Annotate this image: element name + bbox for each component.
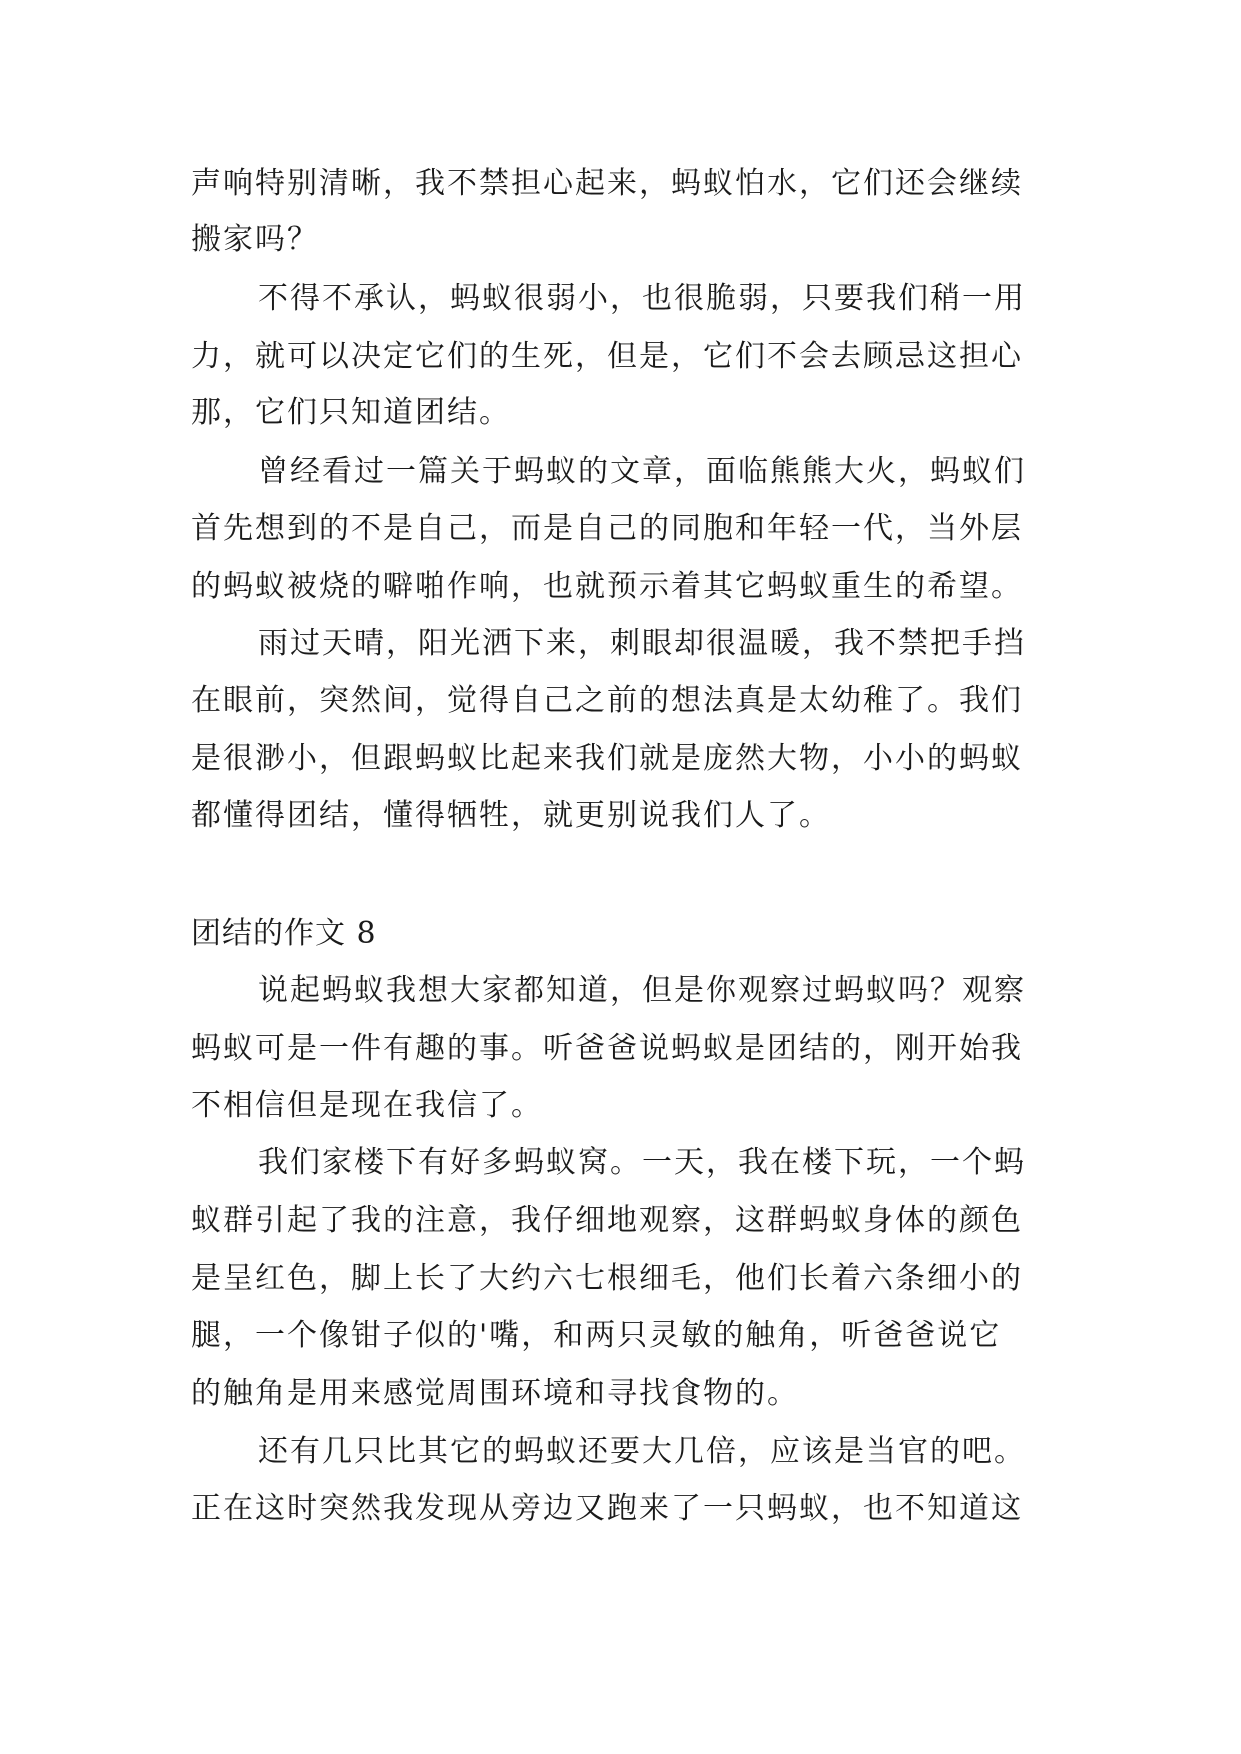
text-line: 的蚂蚁被烧的噼啪作响，也就预示着其它蚂蚁重生的希望。 <box>191 569 1023 604</box>
paragraph-first-line: 说起蚂蚁我想大家都知道，但是你观察过蚂蚁吗？观察 <box>258 973 1026 1008</box>
text-line: 是呈红色，脚上长了大约六七根细毛，他们长着六条细小的 <box>191 1261 1023 1296</box>
section-heading: 团结的作文 8 <box>191 916 377 951</box>
text-line: 蚁群引起了我的注意，我仔细地观察，这群蚂蚁身体的颜色 <box>191 1203 1023 1238</box>
text-line: 都懂得团结，懂得牺牲，就更别说我们人了。 <box>191 798 831 833</box>
text-line: 首先想到的不是自己，而是自己的同胞和年轻一代，当外层 <box>191 511 1023 546</box>
text-line: 那，它们只知道团结。 <box>191 395 511 430</box>
text-line: 在眼前，突然间，觉得自己之前的想法真是太幼稚了。我们 <box>191 683 1023 718</box>
text-line: 蚂蚁可是一件有趣的事。听爸爸说蚂蚁是团结的，刚开始我 <box>191 1031 1023 1066</box>
text-line: 不相信但是现在我信了。 <box>191 1088 543 1123</box>
text-line: 搬家吗？ <box>191 222 319 257</box>
text-line: 的触角是用来感觉周围环境和寻找食物的。 <box>191 1376 799 1411</box>
text-line: 力，就可以决定它们的生死，但是，它们不会去顾忌这担心 <box>191 339 1023 374</box>
text-line: 正在这时突然我发现从旁边又跑来了一只蚂蚁，也不知道这 <box>191 1491 1023 1526</box>
paragraph-first-line: 我们家楼下有好多蚂蚁窝。一天，我在楼下玩，一个蚂 <box>258 1145 1026 1180</box>
text-line: 是很渺小，但跟蚂蚁比起来我们就是庞然大物，小小的蚂蚁 <box>191 741 1023 776</box>
text-line: 腿，一个像钳子似的'嘴，和两只灵敏的触角，听爸爸说它 <box>191 1318 1002 1353</box>
text-line: 声响特别清晰，我不禁担心起来，蚂蚁怕水，它们还会继续 <box>191 166 1023 201</box>
paragraph-first-line: 曾经看过一篇关于蚂蚁的文章，面临熊熊大火，蚂蚁们 <box>258 454 1026 489</box>
paragraph-first-line: 不得不承认，蚂蚁很弱小，也很脆弱，只要我们稍一用 <box>258 281 1026 316</box>
paragraph-first-line: 还有几只比其它的蚂蚁还要大几倍，应该是当官的吧。 <box>258 1434 1026 1469</box>
paragraph-first-line: 雨过天晴，阳光洒下来，刺眼却很温暖，我不禁把手挡 <box>258 626 1026 661</box>
